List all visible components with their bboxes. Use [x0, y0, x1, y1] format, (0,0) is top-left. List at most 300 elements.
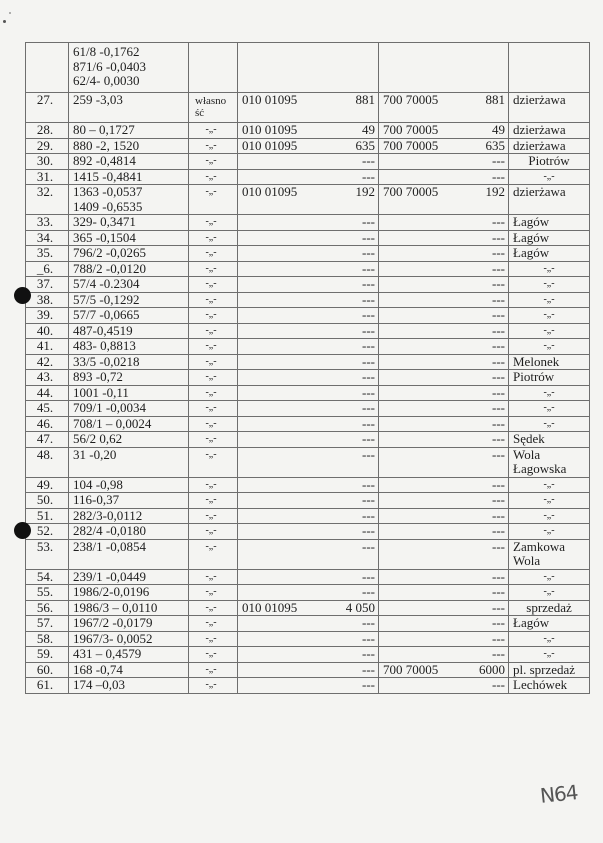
account2-number: 700 70005	[379, 662, 463, 678]
lp-cell: 58.	[26, 631, 69, 647]
remarks-cell: Łagów	[509, 246, 590, 262]
account1-number: 010 01095	[238, 138, 333, 154]
parcel-line: 1967/3- 0,0052	[73, 631, 153, 646]
ownership-cell: -„-	[189, 138, 238, 154]
parcel-cell	[69, 230, 189, 246]
account1-number: 010 01095	[238, 93, 333, 123]
account2-number	[379, 401, 463, 417]
parcel-cell	[69, 370, 189, 386]
account2-number	[379, 308, 463, 324]
lp-cell: 56.	[26, 600, 69, 616]
account2-amount: ---	[463, 477, 509, 493]
account2-amount: ---	[463, 154, 509, 170]
account1-cell	[238, 43, 379, 93]
account1-amount: ---	[333, 308, 379, 324]
lp-cell: 35.	[26, 246, 69, 262]
account2-number: 700 70005	[379, 93, 463, 123]
account1-number	[238, 678, 333, 694]
account2-amount: ---	[463, 323, 509, 339]
account1-number	[238, 631, 333, 647]
parcel-cell	[69, 508, 189, 524]
parcel-cell	[69, 678, 189, 694]
account2-number	[379, 230, 463, 246]
account1-amount: ---	[333, 230, 379, 246]
table-row	[26, 339, 590, 355]
table-row	[26, 647, 590, 663]
table-row	[26, 185, 590, 215]
lp-cell: 52.	[26, 524, 69, 540]
parcel-line: 709/1 -0,0034	[73, 400, 146, 415]
parcel-line: 57/5 -0,1292	[73, 292, 140, 307]
parcel-cell	[69, 585, 189, 601]
account1-amount: 635	[333, 138, 379, 154]
ownership-cell: -„-	[189, 154, 238, 170]
parcel-line: 282/3-0,0112	[73, 508, 143, 523]
account1-amount: ---	[333, 354, 379, 370]
lp-cell: 39.	[26, 308, 69, 324]
table-row	[26, 477, 590, 493]
parcel-line: 62/4- 0,0030	[73, 73, 140, 88]
table-row	[26, 416, 590, 432]
lp-cell: 38.	[26, 292, 69, 308]
table-row	[26, 277, 590, 293]
lp-cell: 31.	[26, 169, 69, 185]
parcel-cell	[69, 385, 189, 401]
parcel-line: 880 -2, 1520	[73, 138, 140, 153]
table-row	[26, 215, 590, 231]
remarks-cell: -„-	[509, 261, 590, 277]
account2-amount: ---	[463, 292, 509, 308]
lp-cell: 30.	[26, 154, 69, 170]
parcel-line: 104 -0,98	[73, 477, 123, 492]
ownership-cell: -„-	[189, 277, 238, 293]
table-row	[26, 261, 590, 277]
ownership-cell: -„-	[189, 169, 238, 185]
parcel-cell	[69, 308, 189, 324]
account2-amount: ---	[463, 447, 509, 477]
lp-cell: 28.	[26, 123, 69, 139]
remarks-cell: Lechówek	[509, 678, 590, 694]
remarks-cell: -„-	[509, 416, 590, 432]
account2-amount: ---	[463, 230, 509, 246]
lp-cell: 51.	[26, 508, 69, 524]
lp-cell: 42.	[26, 354, 69, 370]
account2-number	[379, 432, 463, 448]
lp-cell: 43.	[26, 370, 69, 386]
parcel-line: 282/4 -0,0180	[73, 523, 146, 538]
account2-number	[379, 493, 463, 509]
account2-amount: ---	[463, 493, 509, 509]
lp-cell: 40.	[26, 323, 69, 339]
punch-hole	[14, 522, 31, 539]
table-row	[26, 154, 590, 170]
account1-amount: ---	[333, 246, 379, 262]
account2-amount: 49	[463, 123, 509, 139]
ownership-cell: -„-	[189, 308, 238, 324]
lp-cell: 27.	[26, 93, 69, 123]
parcel-line: 239/1 -0,0449	[73, 569, 146, 584]
lp-cell: 61.	[26, 678, 69, 694]
account1-number	[238, 447, 333, 477]
parcel-line: 57/4 -0.2304	[73, 276, 140, 291]
table-row	[26, 308, 590, 324]
account1-amount: ---	[333, 215, 379, 231]
remarks-cell: Łagów	[509, 215, 590, 231]
account1-amount: ---	[333, 539, 379, 569]
account1-amount: ---	[333, 432, 379, 448]
account2-number	[379, 277, 463, 293]
account1-number: 010 01095	[238, 123, 333, 139]
table-row	[26, 230, 590, 246]
account2-amount: ---	[463, 246, 509, 262]
account2-number: 700 70005	[379, 123, 463, 139]
ownership-cell: -„-	[189, 662, 238, 678]
parcel-cell	[69, 292, 189, 308]
parcel-line: 238/1 -0,0854	[73, 539, 146, 554]
remarks-cell: -„-	[509, 493, 590, 509]
account1-amount: ---	[333, 647, 379, 663]
account1-amount: ---	[333, 154, 379, 170]
account1-amount: 4 050	[333, 600, 379, 616]
account2-amount: ---	[463, 508, 509, 524]
account1-number	[238, 616, 333, 632]
account1-amount: ---	[333, 585, 379, 601]
parcel-cell	[69, 154, 189, 170]
punch-hole	[14, 287, 31, 304]
account1-number	[238, 385, 333, 401]
account2-amount: ---	[463, 524, 509, 540]
account1-amount: ---	[333, 292, 379, 308]
remarks-cell: -„-	[509, 647, 590, 663]
account2-number	[379, 323, 463, 339]
account1-number	[238, 154, 333, 170]
account1-number	[238, 569, 333, 585]
account1-amount: ---	[333, 569, 379, 585]
parcel-cell	[69, 600, 189, 616]
ownership-cell: -„-	[189, 585, 238, 601]
parcel-line: 61/8 -0,1762	[73, 44, 140, 59]
remarks-cell: -„-	[509, 569, 590, 585]
lp-cell: 32.	[26, 185, 69, 215]
account1-amount: 192	[333, 185, 379, 215]
table-row	[26, 292, 590, 308]
parcel-line: 1363 -0,0537	[73, 184, 143, 199]
table-row	[26, 93, 590, 123]
account2-number	[379, 215, 463, 231]
ownership-cell	[189, 43, 238, 93]
account1-number	[238, 323, 333, 339]
parcel-cell	[69, 569, 189, 585]
table-row	[26, 323, 590, 339]
account1-number	[238, 169, 333, 185]
parcel-cell	[69, 323, 189, 339]
table-row	[26, 432, 590, 448]
parcel-cell	[69, 43, 189, 93]
account2-amount: ---	[463, 385, 509, 401]
account2-number	[379, 154, 463, 170]
remarks-cell: -„-	[509, 292, 590, 308]
account1-amount: ---	[333, 678, 379, 694]
ownership-cell: -„-	[189, 600, 238, 616]
lp-cell: 29.	[26, 138, 69, 154]
parcel-cell	[69, 246, 189, 262]
parcel-cell	[69, 539, 189, 569]
lp-cell: 49.	[26, 477, 69, 493]
account2-amount: ---	[463, 416, 509, 432]
account1-amount: ---	[333, 447, 379, 477]
lp-cell: 57.	[26, 616, 69, 632]
ownership-cell: -„-	[189, 354, 238, 370]
ownership-cell: -„-	[189, 261, 238, 277]
remarks-cell: Łagów	[509, 616, 590, 632]
table-row	[26, 401, 590, 417]
remarks-cell: -„-	[509, 585, 590, 601]
parcel-cell	[69, 185, 189, 215]
lp-cell: 33.	[26, 215, 69, 231]
ownership-cell: własno ść	[189, 93, 238, 123]
account2-amount: ---	[463, 616, 509, 632]
account2-amount: ---	[463, 631, 509, 647]
remarks-cell: -„-	[509, 339, 590, 355]
parcel-line: 788/2 -0,0120	[73, 261, 146, 276]
account2-amount: ---	[463, 678, 509, 694]
parcel-line: 1409 -0,6535	[73, 198, 143, 214]
remarks-cell: Wola Łagowska	[509, 447, 590, 477]
account1-amount: ---	[333, 385, 379, 401]
table-row	[26, 169, 590, 185]
account1-amount: 49	[333, 123, 379, 139]
account1-number	[238, 477, 333, 493]
lp-cell	[26, 43, 69, 93]
account1-amount: ---	[333, 370, 379, 386]
account2-number	[379, 416, 463, 432]
table-row	[26, 508, 590, 524]
remarks-cell: Melonek	[509, 354, 590, 370]
scan-speck	[3, 20, 6, 23]
parcel-line: 708/1 – 0,0024	[73, 416, 152, 431]
account2-number	[379, 169, 463, 185]
ownership-cell: -„-	[189, 370, 238, 386]
account1-amount: ---	[333, 323, 379, 339]
parcel-line: 1986/3 – 0,0110	[73, 600, 158, 615]
account2-amount: ---	[463, 215, 509, 231]
parcel-line: 56/2 0,62	[73, 431, 123, 446]
ownership-cell: -„-	[189, 477, 238, 493]
account2-number	[379, 569, 463, 585]
ownership-cell: -„-	[189, 569, 238, 585]
account2-amount: 881	[463, 93, 509, 123]
account2-number	[379, 647, 463, 663]
account2-number	[379, 508, 463, 524]
account2-amount: 192	[463, 185, 509, 215]
account1-number	[238, 508, 333, 524]
lp-cell: 55.	[26, 585, 69, 601]
account2-amount: 635	[463, 138, 509, 154]
lp-cell: 59.	[26, 647, 69, 663]
ownership-cell: -„-	[189, 524, 238, 540]
table-row	[26, 354, 590, 370]
account1-number	[238, 370, 333, 386]
lp-cell: 53.	[26, 539, 69, 569]
account2-number	[379, 631, 463, 647]
land-parcel-table	[25, 42, 590, 694]
ownership-cell: -„-	[189, 539, 238, 569]
lp-cell: 34.	[26, 230, 69, 246]
remarks-cell: -„-	[509, 524, 590, 540]
remarks-cell: dzierżawa	[509, 123, 590, 139]
parcel-line: 57/7 -0,0665	[73, 307, 140, 322]
account1-number	[238, 432, 333, 448]
lp-cell: 54.	[26, 569, 69, 585]
parcel-line: 871/6 -0,0403	[73, 58, 146, 74]
ownership-cell: -„-	[189, 215, 238, 231]
handwritten-page-number: N64	[538, 780, 579, 808]
table-row	[26, 631, 590, 647]
parcel-line: 174 –0,03	[73, 677, 125, 692]
remarks-cell: -„-	[509, 277, 590, 293]
parcel-cell	[69, 493, 189, 509]
account2-number	[379, 539, 463, 569]
account1-number	[238, 246, 333, 262]
parcel-line: 483- 0,8813	[73, 338, 136, 353]
ownership-cell: -„-	[189, 385, 238, 401]
remarks-cell: dzierżawa	[509, 93, 590, 123]
remarks-cell: dzierżawa	[509, 185, 590, 215]
table-row	[26, 524, 590, 540]
ownership-cell: -„-	[189, 230, 238, 246]
account2-amount: ---	[463, 401, 509, 417]
remarks-cell: -„-	[509, 323, 590, 339]
account1-number	[238, 647, 333, 663]
ownership-cell: -„-	[189, 339, 238, 355]
ownership-cell: -„-	[189, 292, 238, 308]
account1-number	[238, 339, 333, 355]
remarks-cell: -„-	[509, 401, 590, 417]
remarks-cell: -„-	[509, 508, 590, 524]
account2-amount: ---	[463, 600, 509, 616]
account1-amount: ---	[333, 508, 379, 524]
parcel-line: 31 -0,20	[73, 447, 117, 462]
remarks-cell: Zamkowa Wola	[509, 539, 590, 569]
table-row	[26, 447, 590, 477]
account2-number	[379, 246, 463, 262]
account1-number	[238, 215, 333, 231]
table-row	[26, 569, 590, 585]
account1-number	[238, 662, 333, 678]
account2-number	[379, 477, 463, 493]
lp-cell: 60.	[26, 662, 69, 678]
account1-amount: ---	[333, 416, 379, 432]
remarks-cell: dzierżawa	[509, 138, 590, 154]
remarks-cell: -„-	[509, 308, 590, 324]
parcel-cell	[69, 215, 189, 231]
account1-amount: ---	[333, 477, 379, 493]
remarks-cell: -„-	[509, 385, 590, 401]
account1-number	[238, 354, 333, 370]
parcel-cell	[69, 631, 189, 647]
lp-cell: 44.	[26, 385, 69, 401]
lp-cell: _6.	[26, 261, 69, 277]
parcel-cell	[69, 261, 189, 277]
parcel-line: 329- 0,3471	[73, 214, 136, 229]
parcel-line: 1986/2-0,0196	[73, 584, 150, 599]
account1-amount: ---	[333, 261, 379, 277]
account2-number: 700 70005	[379, 138, 463, 154]
parcel-line: 796/2 -0,0265	[73, 245, 146, 260]
parcel-cell	[69, 354, 189, 370]
account2-number	[379, 339, 463, 355]
account1-number: 010 01095	[238, 600, 333, 616]
lp-cell: 48.	[26, 447, 69, 477]
parcel-cell	[69, 401, 189, 417]
account2-number	[379, 370, 463, 386]
table-row	[26, 600, 590, 616]
account2-amount: ---	[463, 339, 509, 355]
account2-amount: ---	[463, 308, 509, 324]
account2-number	[379, 600, 463, 616]
account1-amount: ---	[333, 339, 379, 355]
ownership-cell: -„-	[189, 678, 238, 694]
account1-amount: ---	[333, 401, 379, 417]
table-row	[26, 370, 590, 386]
remarks-cell: pl. sprzedaż	[509, 662, 590, 678]
parcel-line: 487-0,4519	[73, 323, 133, 338]
account1-number	[238, 277, 333, 293]
parcel-line: 1415 -0,4841	[73, 169, 143, 184]
ownership-cell: -„-	[189, 616, 238, 632]
account2-amount: ---	[463, 585, 509, 601]
account1-number	[238, 524, 333, 540]
parcel-cell	[69, 416, 189, 432]
table-row	[26, 678, 590, 694]
account2-amount: ---	[463, 169, 509, 185]
parcel-cell	[69, 524, 189, 540]
account2-amount: 6000	[463, 662, 509, 678]
ownership-cell: -„-	[189, 493, 238, 509]
table-row	[26, 539, 590, 569]
remarks-cell: -„-	[509, 169, 590, 185]
account2-number	[379, 292, 463, 308]
parcel-cell	[69, 432, 189, 448]
lp-cell: 46.	[26, 416, 69, 432]
parcel-cell	[69, 277, 189, 293]
ownership-cell: -„-	[189, 123, 238, 139]
ownership-cell: -„-	[189, 401, 238, 417]
account1-amount: ---	[333, 524, 379, 540]
table-row	[26, 493, 590, 509]
lp-cell: 50.	[26, 493, 69, 509]
parcel-line: 365 -0,1504	[73, 230, 136, 245]
account2-amount: ---	[463, 277, 509, 293]
account1-number	[238, 493, 333, 509]
account2-amount: ---	[463, 370, 509, 386]
ownership-cell: -„-	[189, 508, 238, 524]
parcel-line: 1967/2 -0,0179	[73, 615, 153, 630]
table-row	[26, 123, 590, 139]
ownership-cell: -„-	[189, 185, 238, 215]
ownership-cell: -„-	[189, 416, 238, 432]
parcel-line: 431 – 0,4579	[73, 646, 142, 661]
ownership-cell: -„-	[189, 647, 238, 663]
parcel-line: 116-0,37	[73, 492, 120, 507]
scan-speck	[9, 12, 11, 14]
table-row	[26, 662, 590, 678]
table-row	[26, 385, 590, 401]
account2-number	[379, 385, 463, 401]
parcel-line: 80 – 0,1727	[73, 122, 135, 137]
parcel-cell	[69, 662, 189, 678]
ownership-cell: -„-	[189, 323, 238, 339]
